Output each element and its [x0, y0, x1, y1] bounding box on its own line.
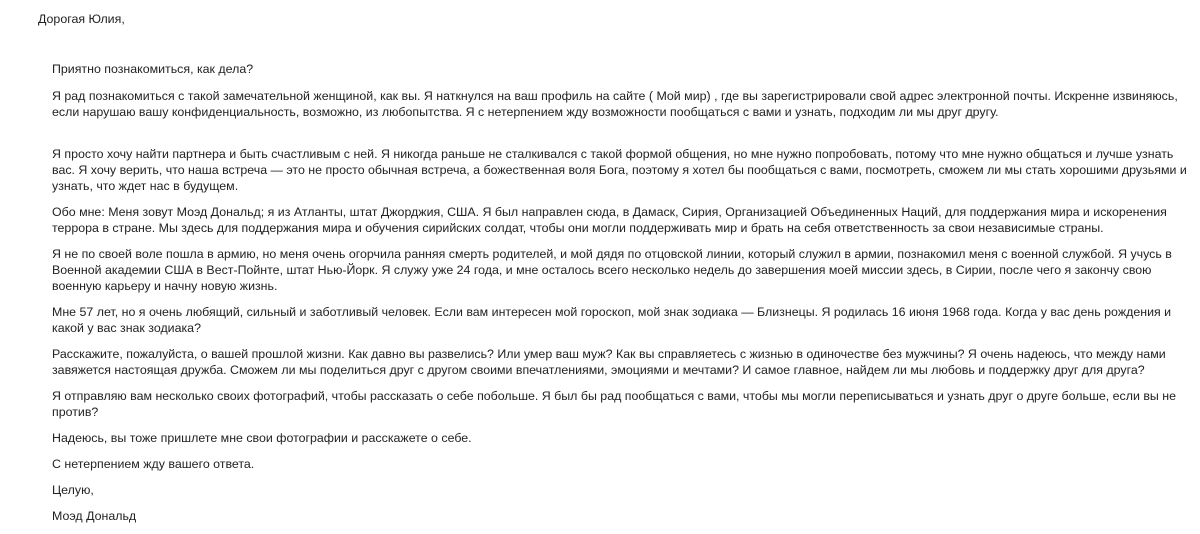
- letter-body: [52, 61, 1192, 534]
- paragraph-partner: Я просто хочу найти партнера и быть счастливым с ней. Я никогда раньше не сталкивался с такой формой общения, но мне нужно попробовать, потому что мне нужно общаться и лучше узнать вас. Я хочу верить, что наша встреча — это не просто обычная встреча, а божественная воля Бога, поэтому я хотел бы пообщаться с вами, посмотреть, сможем ли мы стать хорошими друзьями и узнать, что ждет нас в будущем.: [52, 147, 1187, 193]
- letter-closing: Целую,: [52, 483, 94, 497]
- paragraph-about-me: Обо мне: Меня зовут Моэд Дональд; я из Атланты, штат Джорджия, США. Я был направлен сюда, в Дамаск, Сирия, Организацией Объединенных Наций, для поддержания мира и искоренения террора в стране. Мы здесь для поддержания мира и обучения сирийских солдат, чтобы они могли поддерживать мир и брать на себя ответственность за свои независимые страны.: [52, 205, 1167, 235]
- letter-signature: Моэд Дональд: [52, 509, 137, 523]
- paragraph-hope: Надеюсь, вы тоже пришлете мне свои фотографии и расскажете о себе.: [52, 431, 472, 445]
- paragraph-age-zodiac: Мне 57 лет, но я очень любящий, сильный и заботливый человек. Если вам интересен мой гороскоп, мой знак зодиака — Близнецы. Я родилась 16 июня 1968 года. Когда у вас день рождения и какой у вас знак зодиака?: [52, 305, 1172, 335]
- paragraph-army: Я не по своей воле пошла в армию, но меня очень огорчила ранняя смерть родителей, и мой дядя по отцовской линии, который служил в армии, познакомил меня с военной службой. Я учусь в Военной академии США в Вест-Пойнте, штат Нью-Йорк. Я служу уже 24 года, и мне осталось всего несколько недель до завершения моей миссии здесь, в Сирии, после чего я закончу свою военную карьеру и начну новую жизнь.: [52, 247, 1172, 293]
- paragraph-past-life: Расскажите, пожалуйста, о вашей прошлой жизни. Как давно вы развелись? Или умер ваш муж? Как вы справляетесь с жизнью в одиночестве без мужчины? Я очень надеюсь, что между нами завяжется настоящая дружба. Сможем ли мы поделиться друг с другом своими впечатлениями, эмоциями и мечтами? И самое главное, найдем ли мы любовь и поддержку друг для друга?: [52, 347, 1166, 377]
- paragraph-profile: Я рад познакомиться с такой замечательной женщиной, как вы. Я наткнулся на ваш профиль на сайте ( Мой мир) , где вы зарегистрировали свой адрес электронной почты. Искренне извиняюсь, если нарушаю вашу конфиденциальность, возможно, из любопытства. Я с нетерпением жду возможности пообщаться с вами и узнать, подходим ли мы друг другу.: [52, 89, 1178, 119]
- letter-greeting: Дорогая Юлия,: [38, 12, 125, 26]
- paragraph-intro: Приятно познакомиться, как дела?: [52, 62, 254, 76]
- paragraph-awaiting: С нетерпением жду вашего ответа.: [52, 457, 255, 471]
- paragraph-photos: Я отправляю вам несколько своих фотографий, чтобы рассказать о себе побольше. Я был бы рад пообщаться с вами, чтобы мы могли переписываться и узнать друг о друге больше, если вы не против?: [52, 389, 1176, 419]
